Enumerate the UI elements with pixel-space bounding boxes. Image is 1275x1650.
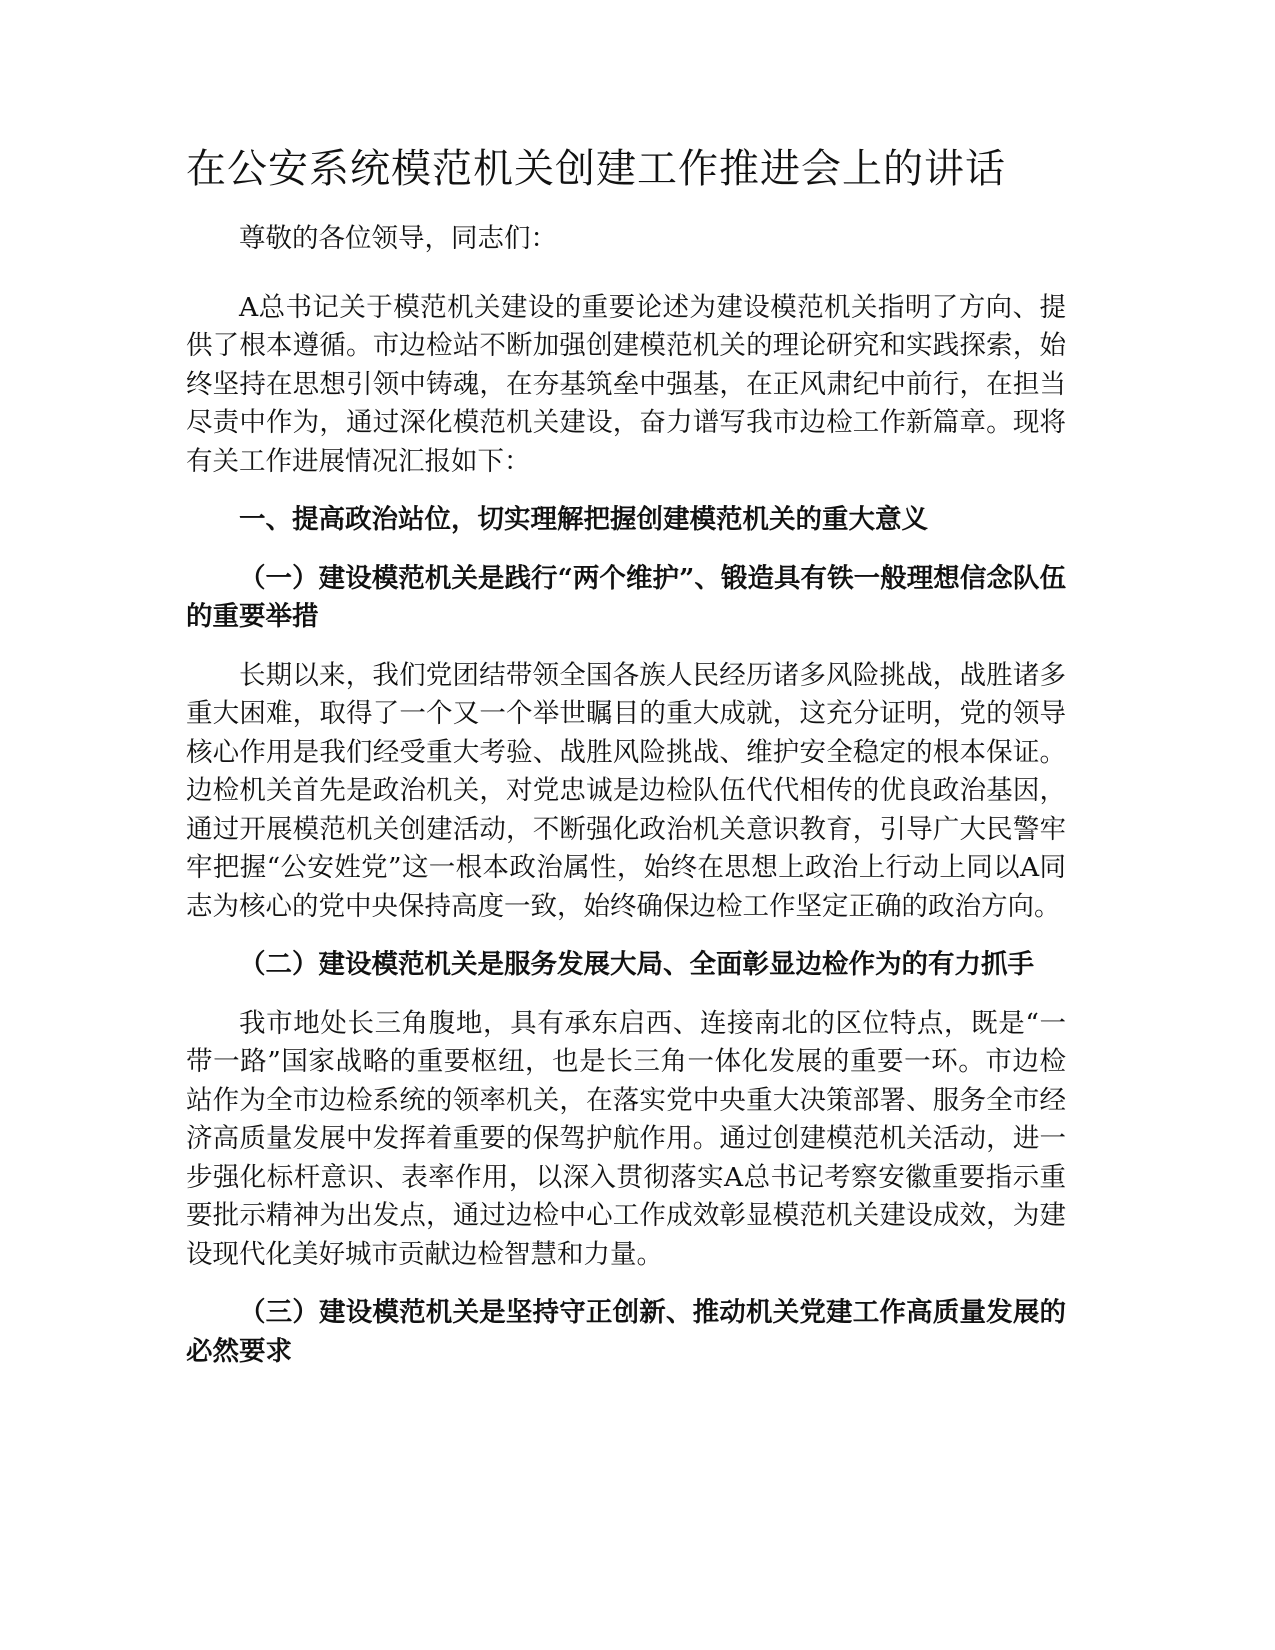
subsection-heading-2: （二）建设模范机关是服务发展大局、全面彰显边检作为的有力抓手: [239, 949, 1034, 980]
section-heading-1: 一、提高政治站位，切实理解把握创建模范机关的重大意义: [239, 504, 928, 535]
intro-paragraph: A总书记关于模范机关建设的重要论述为建设模范机关指明了方向、提供了根本遵循。市边检站不断加强创建模范机关的理论研究和实践探索，始终坚持在思想引领中铸魂，在夯基筑垒中强基，在正风肃纪中前行，在担当尽责中作为，通过深化模范机关建设，奋力谱写我市边检工作新篇章。现将有关工作进展情况汇报如下：: [186, 291, 1066, 477]
document-content: [186, 140, 1066, 1391]
subsection-body-2: 我市地处长三角腹地，具有承东启西、连接南北的区位特点，既是“一带一路”国家战略的重要枢纽，也是长三角一体化发展的重要一环。市边检站作为全市边检系统的领率机关，在落实党中央重大决策部署、服务全市经济高质量发展中发挥着重要的保驾护航作用。通过创建模范机关活动，进一步强化标杆意识、表率作用，以深入贯彻落实A总书记考察安徽重要指示重要批示精神为出发点，通过边检中心工作成效彰显模范机关建设成效，为建设现代化美好城市贡献边检智慧和力量。: [186, 1007, 1066, 1270]
document-title: 在公安系统模范机关创建工作推进会上的讲话: [186, 146, 1006, 192]
greeting: 尊敬的各位领导，同志们：: [239, 223, 557, 254]
subsection-heading-1: （一）建设模范机关是践行“两个维护”、锻造具有铁一般理想信念队伍的重要举措: [186, 562, 1066, 632]
subsection-heading-3: （三）建设模范机关是坚持守正创新、推动机关党建工作高质量发展的必然要求: [186, 1297, 1066, 1367]
subsection-body-1: 长期以来，我们党团结带领全国各族人民经历诸多风险挑战，战胜诸多重大困难，取得了一个又一个举世瞩目的重大成就，这充分证明，党的领导核心作用是我们经受重大考验、战胜风险挑战、维护安全稳定的根本保证。边检机关首先是政治机关，对党忠诚是边检队伍代代相传的优良政治基因，通过开展模范机关创建活动，不断强化政治机关意识教育，引导广大民警牢牢把握“公安姓党”这一根本政治属性，始终在思想上政治上行动上同以A同志为核心的党中央保持高度一致，始终确保边检工作坚定正确的政治方向。: [186, 659, 1066, 922]
